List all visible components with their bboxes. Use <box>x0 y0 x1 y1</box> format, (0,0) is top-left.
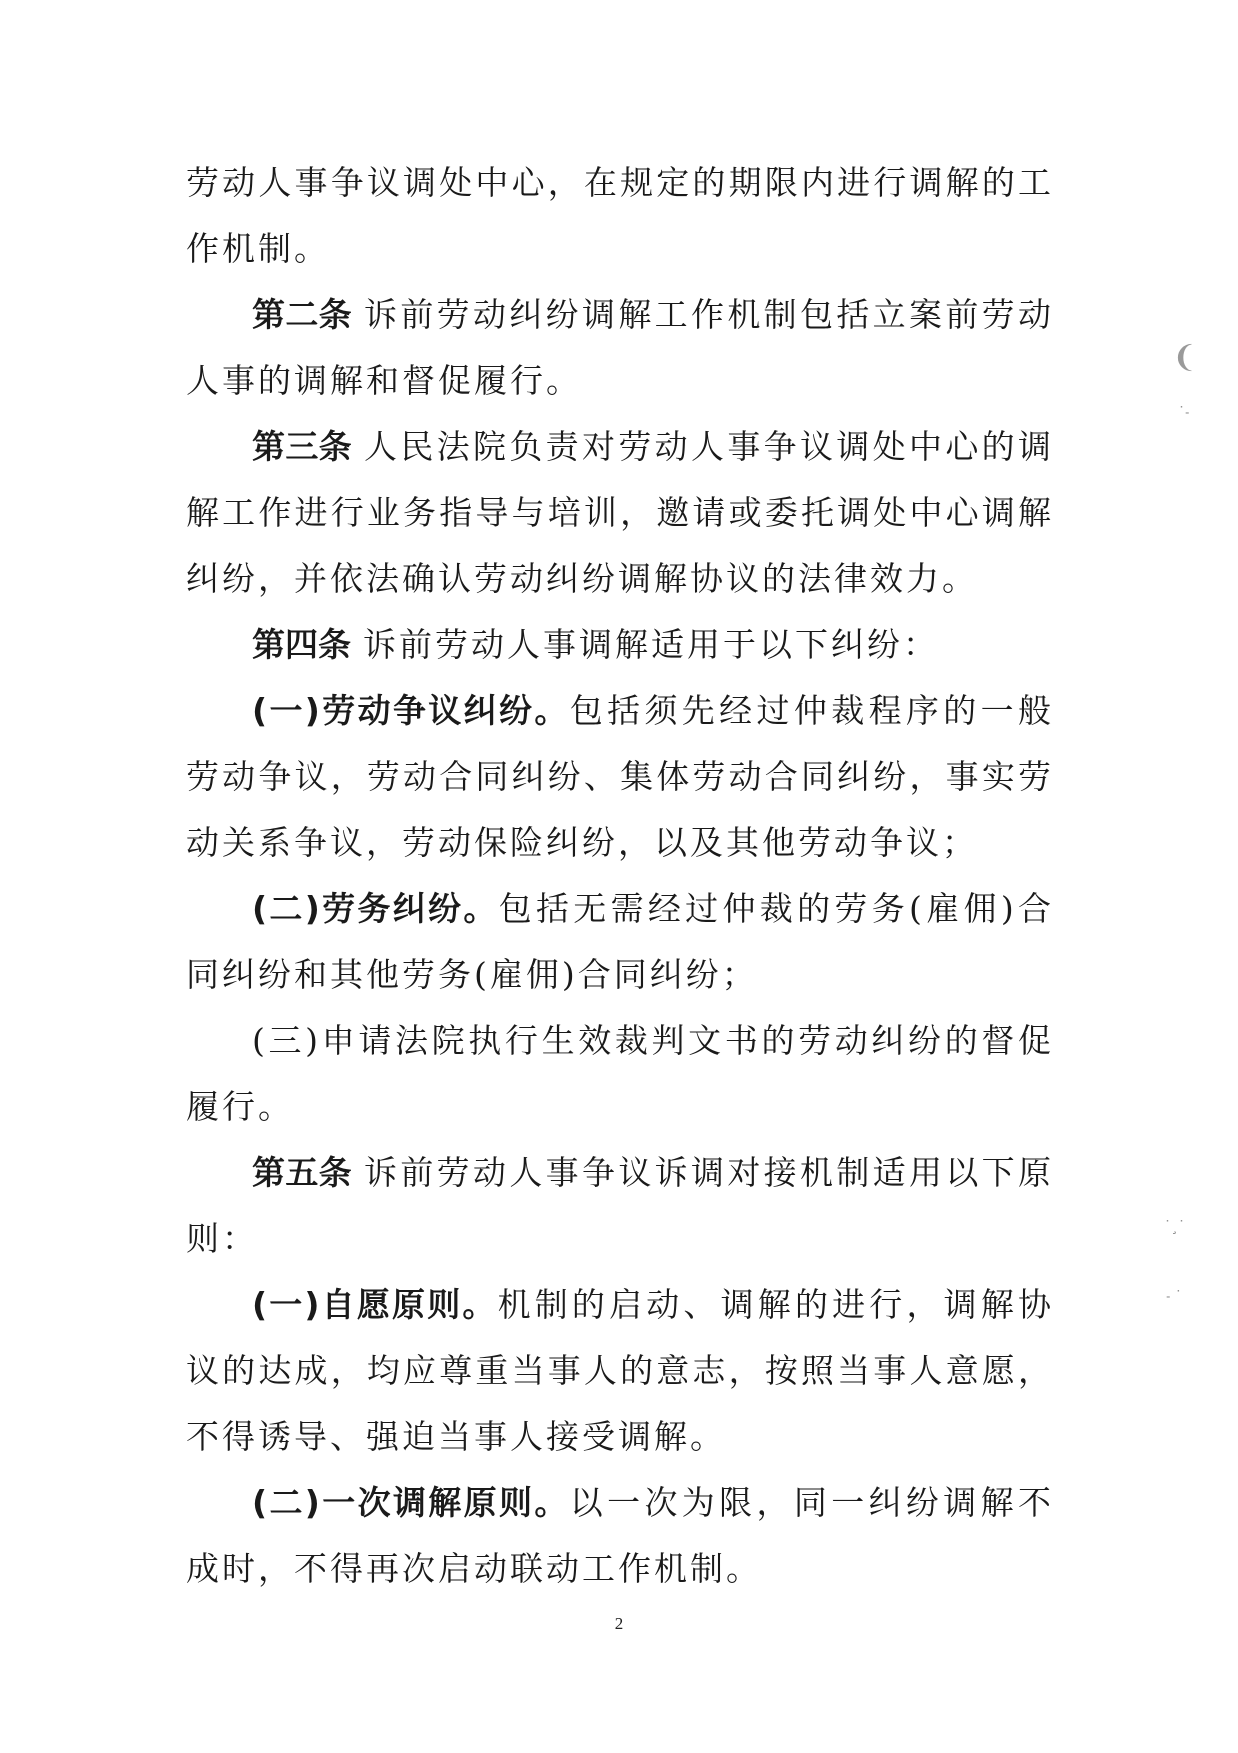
paragraph-text: 人民法院负责对劳动人事争议调处中心的调解工作进行业务指导与培训，邀请或委托调处中心调解纠纷，并依法确认劳动纠纷调解协议的法律效力。 <box>186 427 1054 598</box>
article-title: 第三条 <box>252 427 352 466</box>
article-5 <box>186 1140 1054 1272</box>
item-heading: (一)自愿原则。 <box>252 1285 498 1324</box>
article-4-item-1 <box>186 678 1054 876</box>
article-title: 第二条 <box>252 295 352 334</box>
article-5-item-1 <box>186 1272 1054 1470</box>
article-4-item-2 <box>186 876 1054 1008</box>
scan-artifact-icon: ❨ <box>1172 340 1198 375</box>
scan-artifact-icon: ˗ ˙ <box>1166 1289 1182 1305</box>
document-body <box>186 150 1054 1602</box>
article-2 <box>186 282 1054 414</box>
item-heading: (一)劳动争议纠纷。 <box>252 691 570 730</box>
paragraph-text: 以一次为限，同一纠纷调解不成时，不得再次启动联动工作机制。 <box>186 1483 1055 1588</box>
paragraph-text: 诉前劳动人事调解适用于以下纠纷： <box>363 625 939 664</box>
paragraph-text: 诉前劳动人事争议诉调对接机制适用以下原则： <box>186 1153 1054 1258</box>
article-title: 第四条 <box>252 625 351 664</box>
paragraph-text: 机制的启动、调解的进行，调解协议的达成，均应尊重当事人的意志，按照当事人意愿，不得诱导、强迫当事人接受调解。 <box>186 1285 1054 1456</box>
article-4-item-3 <box>186 1008 1054 1140</box>
article-title: 第五条 <box>252 1153 352 1192</box>
paragraph-text: 劳动人事争议调处中心，在规定的期限内进行调解的工作机制。 <box>186 163 1054 268</box>
item-heading: (二)一次调解原则。 <box>252 1483 570 1522</box>
scan-artifact-icon: ˙¸˙ <box>1164 1219 1185 1235</box>
paragraph-text: 诉前劳动纠纷调解工作机制包括立案前劳动人事的调解和督促履行。 <box>186 295 1054 400</box>
article-5-item-2 <box>186 1470 1054 1602</box>
paragraph-text: 包括须先经过仲裁程序的一般劳动争议，劳动合同纠纷、集体劳动合同纠纷，事实劳动关系争议，劳动保险纠纷，以及其他劳动争议； <box>186 691 1055 862</box>
page-number: 2 <box>614 1614 624 1633</box>
article-4 <box>186 612 1054 678</box>
paragraph-continuation <box>186 150 1054 282</box>
scan-artifact-icon: ˙˗ <box>1178 405 1190 421</box>
item-heading: (二)劳务纠纷。 <box>252 889 499 928</box>
paragraph-text: (三)申请法院执行生效裁判文书的劳动纠纷的督促履行。 <box>186 1021 1054 1126</box>
article-3 <box>186 414 1054 612</box>
paragraph-text: 包括无需经过仲裁的劳务(雇佣)合同纠纷和其他劳务(雇佣)合同纠纷； <box>186 889 1055 994</box>
